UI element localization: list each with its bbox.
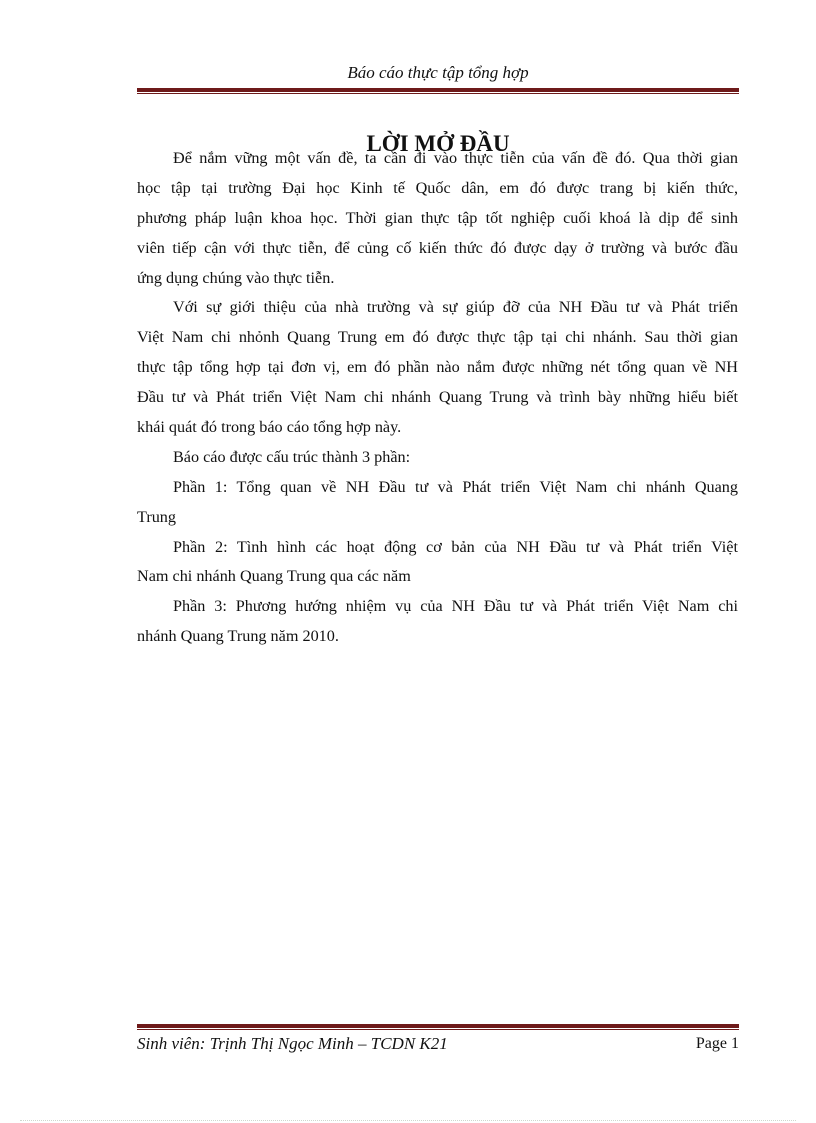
- paragraph: [137, 476, 738, 536]
- footer-rule: [137, 1024, 739, 1030]
- text-line: Phần 2: Tình hình các hoạt động cơ bản của NH Đầu tư và Phát triển Việt: [173, 537, 738, 556]
- text-line: Nam chi nhánh Quang Trung qua các năm: [137, 567, 411, 586]
- paragraph: [137, 147, 738, 296]
- paragraph: [137, 296, 738, 445]
- text-line: thực tập tổng hợp tại đơn vị, em đó phần nào nắm được những nét tổng quan về NH: [137, 358, 738, 377]
- text-line: khái quát đó trong báo cáo tổng hợp này.: [137, 418, 402, 437]
- text-line: nhánh Quang Trung năm 2010.: [137, 627, 339, 646]
- text-line: Phần 1: Tổng quan về NH Đầu tư và Phát triển Việt Nam chi nhánh Quang: [173, 477, 738, 496]
- document-title: LỜI MỞ ĐẦU: [366, 131, 510, 156]
- document-body: [137, 147, 738, 655]
- footer-page-number: Page 1: [695, 1035, 739, 1052]
- header-rule: [137, 88, 739, 94]
- paragraph: [137, 446, 738, 476]
- text-line: phương pháp luận khoa học. Thời gian thực tập tốt nghiệp cuối khoá là dịp để sinh: [137, 208, 738, 227]
- text-line: Phần 3: Phương hướng nhiệm vụ của NH Đầu tư và Phát triển Việt Nam chi: [173, 597, 738, 616]
- footer-student: Sinh viên: Trịnh Thị Ngọc Minh – TCDN K21: [137, 1034, 448, 1053]
- text-line: Với sự giới thiệu của nhà trường và sự giúp đỡ của NH Đầu tư và Phát triển: [173, 298, 738, 317]
- text-line: Trung: [137, 507, 176, 526]
- text-line: viên tiếp cận với thực tiễn, để củng cố kiến thức đó được dạy ở trường và bước đầu: [137, 238, 738, 257]
- page-header-title: Báo cáo thực tập tổng hợp: [347, 63, 529, 82]
- text-line: học tập tại trường Đại học Kinh tế Quốc dân, em đó được trang bị kiến thức,: [137, 178, 738, 197]
- text-line: Việt Nam chi nhỏnh Quang Trung em đó được thực tập tại chi nhánh. Sau thời gian: [137, 328, 738, 347]
- paragraph: [137, 536, 738, 596]
- text-line: Đầu tư và Phát triển Việt Nam chi nhánh Quang Trung và trình bày những hiểu biết: [137, 388, 738, 407]
- paragraph: [137, 595, 738, 655]
- text-line: Báo cáo được cấu trúc thành 3 phần:: [173, 447, 411, 466]
- text-line: Để nắm vững một vấn đề, ta cần đi vào thực tiễn của vấn đề đó. Qua thời gian: [173, 149, 738, 167]
- page-boundary: [20, 1120, 796, 1121]
- text-line: ứng dụng chúng vào thực tiễn.: [137, 268, 335, 287]
